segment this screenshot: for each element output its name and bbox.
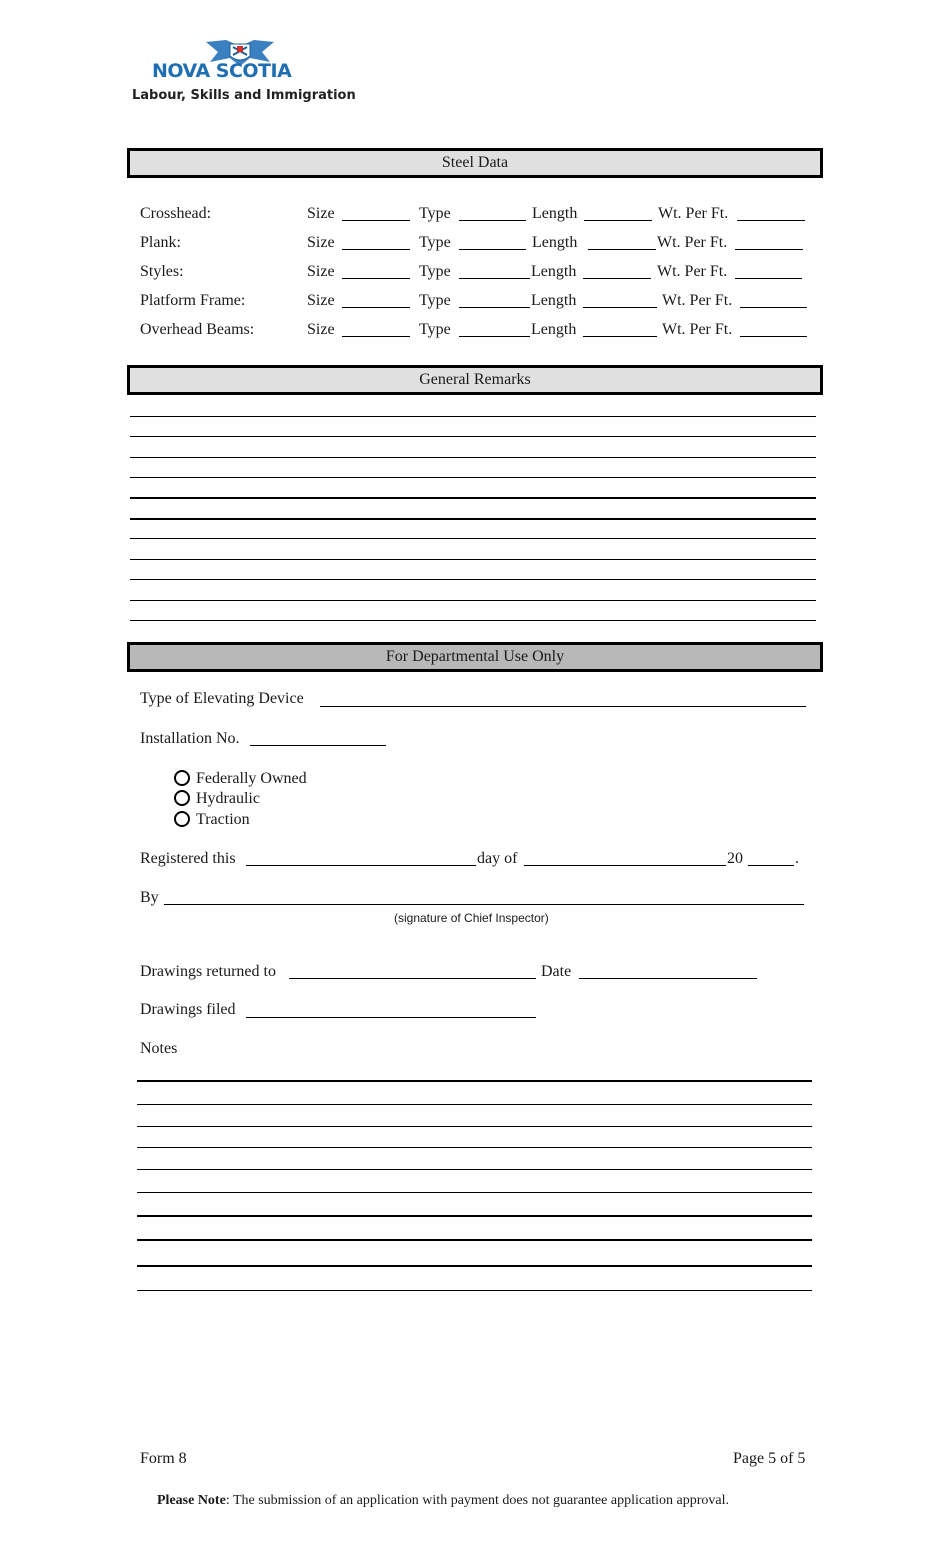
day-of-label: day of xyxy=(477,850,518,867)
notes-label: Notes xyxy=(140,1040,178,1057)
overhead-beams-type-field[interactable] xyxy=(459,336,530,337)
installation-no-label: Installation No. xyxy=(140,730,240,747)
signature-caption: (signature of Chief Inspector) xyxy=(394,911,549,925)
remarks-line[interactable] xyxy=(130,579,816,580)
size-label: Size xyxy=(307,234,335,251)
styles-type-field[interactable] xyxy=(459,278,530,279)
remarks-line[interactable] xyxy=(130,436,816,437)
year-prefix: 20 xyxy=(727,850,743,867)
traction-label: Traction xyxy=(196,811,250,828)
remarks-line[interactable] xyxy=(130,559,816,560)
weight-label: Wt. Per Ft. xyxy=(662,321,733,338)
length-label: Length xyxy=(531,292,577,309)
length-label: Length xyxy=(531,263,577,280)
row-label-plank: Plank: xyxy=(140,234,181,251)
row-label-crosshead: Crosshead: xyxy=(140,205,212,222)
notes-line[interactable] xyxy=(137,1192,812,1193)
registered-month-field[interactable] xyxy=(524,865,726,866)
plank-weight-field[interactable] xyxy=(735,249,803,250)
plank-length-field[interactable] xyxy=(588,249,656,250)
traction-radio[interactable] xyxy=(174,811,190,827)
platform-frame-type-field[interactable] xyxy=(459,307,530,308)
footer-note xyxy=(157,1491,729,1511)
overhead-beams-length-field[interactable] xyxy=(583,336,657,337)
remarks-line[interactable] xyxy=(130,416,816,417)
logo-subtitle: Labour, Skills and Immigration xyxy=(132,88,356,103)
row-label-platform-frame: Platform Frame: xyxy=(140,292,246,309)
platform-frame-weight-field[interactable] xyxy=(740,307,807,308)
device-type-label: Type of Elevating Device xyxy=(140,690,304,707)
drawings-returned-field[interactable] xyxy=(289,978,536,979)
drawings-filed-label: Drawings filed xyxy=(140,1001,236,1018)
date-label: Date xyxy=(541,963,572,980)
signature-field[interactable] xyxy=(164,904,804,905)
row-label-overhead-beams: Overhead Beams: xyxy=(140,321,255,338)
styles-length-field[interactable] xyxy=(583,278,651,279)
size-label: Size xyxy=(307,205,335,222)
crosshead-weight-field[interactable] xyxy=(737,220,805,221)
type-label: Type xyxy=(419,292,451,309)
notes-line[interactable] xyxy=(137,1104,812,1105)
hydraulic-radio[interactable] xyxy=(174,790,190,806)
weight-label: Wt. Per Ft. xyxy=(658,205,729,222)
footer-note-bold: Please Note xyxy=(157,1493,226,1508)
weight-label: Wt. Per Ft. xyxy=(657,263,728,280)
hydraulic-label: Hydraulic xyxy=(196,790,260,807)
remarks-line[interactable] xyxy=(130,600,816,601)
row-label-styles: Styles: xyxy=(140,263,184,280)
footer-note-text: : The submission of an application with payment does not guarantee application approval. xyxy=(225,1493,730,1508)
departmental-use-header: For Departmental Use Only xyxy=(127,642,823,672)
overhead-beams-size-field[interactable] xyxy=(342,336,410,337)
drawings-returned-label: Drawings returned to xyxy=(140,963,276,980)
length-label: Length xyxy=(532,205,578,222)
size-label: Size xyxy=(307,263,335,280)
logo-wordmark: NOVA SCOTIA xyxy=(152,60,292,82)
federally-owned-label: Federally Owned xyxy=(196,770,307,787)
registered-year-field[interactable] xyxy=(748,865,794,866)
notes-line[interactable] xyxy=(137,1080,812,1082)
platform-frame-length-field[interactable] xyxy=(583,307,657,308)
styles-weight-field[interactable] xyxy=(735,278,802,279)
date-field[interactable] xyxy=(579,978,757,979)
overhead-beams-weight-field[interactable] xyxy=(740,336,807,337)
notes-line[interactable] xyxy=(137,1239,812,1241)
form-number: Form 8 xyxy=(140,1450,187,1467)
drawings-filed-field[interactable] xyxy=(246,1017,536,1018)
length-label: Length xyxy=(532,234,578,251)
remarks-line[interactable] xyxy=(130,457,816,458)
styles-size-field[interactable] xyxy=(342,278,410,279)
crosshead-type-field[interactable] xyxy=(459,220,526,221)
page-number: Page 5 of 5 xyxy=(733,1450,806,1467)
general-remarks-header: General Remarks xyxy=(127,365,823,395)
registered-day-field[interactable] xyxy=(246,865,476,866)
remarks-line[interactable] xyxy=(130,620,816,621)
by-label: By xyxy=(140,889,159,906)
notes-line[interactable] xyxy=(137,1147,812,1148)
federally-owned-radio[interactable] xyxy=(174,770,190,786)
remarks-line[interactable] xyxy=(130,518,816,520)
remarks-line[interactable] xyxy=(130,538,816,539)
weight-label: Wt. Per Ft. xyxy=(662,292,733,309)
size-label: Size xyxy=(307,321,335,338)
platform-frame-size-field[interactable] xyxy=(342,307,410,308)
installation-no-field[interactable] xyxy=(250,745,386,746)
notes-line[interactable] xyxy=(137,1215,812,1217)
weight-label: Wt. Per Ft. xyxy=(657,234,728,251)
device-type-field[interactable] xyxy=(320,706,806,707)
notes-line[interactable] xyxy=(137,1265,812,1267)
plank-type-field[interactable] xyxy=(459,249,526,250)
notes-line[interactable] xyxy=(137,1290,812,1291)
registered-label: Registered this xyxy=(140,850,236,867)
remarks-line[interactable] xyxy=(130,477,816,478)
plank-size-field[interactable] xyxy=(342,249,410,250)
length-label: Length xyxy=(531,321,577,338)
size-label: Size xyxy=(307,292,335,309)
registered-period: . xyxy=(795,850,799,867)
steel-data-header: Steel Data xyxy=(127,148,823,178)
logo xyxy=(130,38,356,110)
crosshead-length-field[interactable] xyxy=(584,220,652,221)
type-label: Type xyxy=(419,205,451,222)
notes-line[interactable] xyxy=(137,1169,812,1170)
remarks-line[interactable] xyxy=(130,497,816,499)
notes-line[interactable] xyxy=(137,1126,812,1127)
type-label: Type xyxy=(419,263,451,280)
crosshead-size-field[interactable] xyxy=(342,220,410,221)
type-label: Type xyxy=(419,234,451,251)
type-label: Type xyxy=(419,321,451,338)
